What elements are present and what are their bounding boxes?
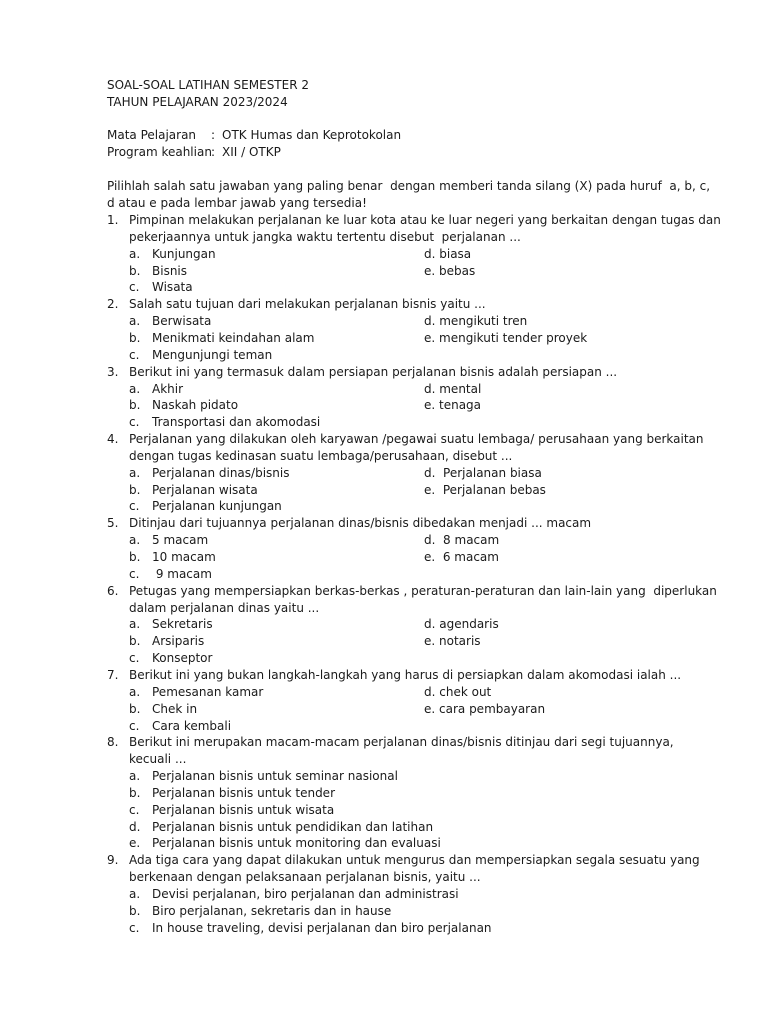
option-letter: c.: [129, 280, 140, 295]
option-letter: c.: [129, 415, 140, 430]
option-text: Akhir: [152, 381, 184, 396]
question-number: 8.: [107, 735, 119, 750]
option-text: In house traveling, devisi perjalanan dan biro perjalanan: [152, 920, 492, 935]
doc-subtitle: TAHUN PELAJARAN 2023/2024: [107, 95, 288, 109]
instruction-line: d atau e pada lembar jawab yang tersedia!: [107, 196, 367, 210]
option-letter: c.: [129, 920, 140, 935]
doc-title: SOAL-SOAL LATIHAN SEMESTER 2: [107, 78, 310, 92]
option-letter: b.: [129, 263, 141, 278]
question-number: 5.: [107, 516, 119, 531]
option-letter: c.: [129, 718, 140, 733]
subject-colon: :: [211, 128, 216, 142]
option-text-right: e. 6 macam: [424, 550, 499, 564]
option-letter: b.: [129, 550, 141, 564]
program-value: XII / OTKP: [222, 145, 281, 159]
option-text-right: d. Perjalanan biasa: [424, 465, 542, 480]
option-letter: a.: [129, 533, 141, 548]
question-text: Ada tiga cara yang dapat dilakukan untuk mengurus dan mempersiapkan segala sesuatu yang: [129, 853, 700, 868]
question-text: Berikut ini yang bukan langkah-langkah yang harus di persiapkan dalam akomodasi ialah ...: [129, 667, 682, 682]
option-text: 10 macam: [152, 550, 216, 564]
option-text: Perjalanan bisnis untuk tender: [152, 785, 335, 800]
question-number: 2.: [107, 297, 119, 312]
option-text: 5 macam: [152, 533, 209, 548]
option-text-right: e. bebas: [424, 263, 476, 278]
option-text-right: e. notaris: [424, 634, 481, 649]
option-text: Perjalanan bisnis untuk seminar nasional: [152, 769, 398, 784]
option-letter: a.: [129, 381, 141, 396]
option-letter: b.: [129, 330, 141, 345]
option-text: Chek in: [152, 701, 198, 716]
option-text: Wisata: [152, 280, 193, 295]
option-text-right: e. tenaga: [424, 398, 482, 413]
question-text: Berikut ini yang termasuk dalam persiapan perjalanan bisnis adalah persiapan ...: [129, 364, 618, 379]
option-text: Perjalanan wisata: [152, 482, 258, 497]
program-colon: :: [211, 145, 216, 159]
option-text: Perjalanan bisnis untuk wisata: [152, 802, 335, 817]
question-text: berkenaan dengan pelaksanaan perjalanan bisnis, yaitu ...: [129, 870, 481, 885]
option-letter: d.: [129, 819, 141, 834]
option-text: Perjalanan kunjungan: [152, 499, 282, 514]
option-text: Konseptor: [152, 651, 213, 666]
question-text: dengan tugas kedinasan suatu lembaga/perusahaan, disebut ...: [129, 448, 513, 463]
option-letter: a.: [129, 465, 141, 480]
option-text: Bisnis: [152, 263, 188, 278]
option-letter: a.: [129, 246, 141, 261]
option-text: Sekretaris: [152, 617, 213, 632]
option-letter: b.: [129, 398, 141, 413]
option-text: Arsiparis: [152, 634, 205, 649]
question-text: dalam perjalanan dinas yaitu ...: [129, 600, 320, 615]
question-text: Salah satu tujuan dari melakukan perjalanan bisnis yaitu ...: [129, 297, 486, 312]
question-number: 1.: [107, 213, 119, 227]
question-text: pekerjaannya untuk jangka waktu tertentu disebut perjalanan ...: [129, 229, 521, 244]
option-letter: b.: [129, 482, 141, 497]
option-text-right: d. biasa: [424, 246, 472, 261]
question-text: Petugas yang mempersiapkan berkas-berkas , peraturan-peraturan dan lain-lain yang diperlukan: [129, 583, 717, 598]
option-letter: a.: [129, 684, 141, 699]
option-text-right: d. agendaris: [424, 617, 499, 632]
option-text: Mengunjungi teman: [152, 347, 273, 362]
option-text-right: e. Perjalanan bebas: [424, 482, 546, 497]
option-text: Menikmati keindahan alam: [152, 330, 315, 345]
option-text: Cara kembali: [152, 718, 232, 733]
question-number: 7.: [107, 667, 119, 682]
program-label: Program keahlian: [107, 145, 212, 159]
question-number: 3.: [107, 364, 119, 379]
subject-label: Mata Pelajaran: [107, 128, 197, 142]
instruction-line: Pilihlah salah satu jawaban yang paling benar dengan memberi tanda silang (X) pada huruf a, b, c,: [107, 179, 711, 193]
option-text: Berwisata: [152, 314, 212, 329]
option-text: Perjalanan bisnis untuk pendidikan dan latihan: [152, 819, 434, 834]
option-text-right: d. chek out: [424, 684, 492, 699]
option-letter: c.: [129, 802, 140, 817]
option-text-right: d. 8 macam: [424, 533, 500, 548]
option-text-right: d. mental: [424, 381, 482, 396]
subject-value: OTK Humas dan Keprotokolan: [222, 128, 402, 142]
option-letter: a.: [129, 617, 141, 632]
question-text: Ditinjau dari tujuannya perjalanan dinas/bisnis dibedakan menjadi ... macam: [129, 516, 592, 531]
question-number: 9.: [107, 853, 119, 868]
option-text: 9 macam: [152, 566, 212, 581]
option-text-right: d. mengikuti tren: [424, 314, 528, 329]
question-text: Berikut ini merupakan macam-macam perjalanan dinas/bisnis ditinjau dari segi tujuannya,: [129, 735, 674, 750]
question-text: kecuali ...: [129, 752, 187, 767]
option-letter: b.: [129, 785, 141, 800]
question-number: 6.: [107, 583, 119, 598]
option-letter: a.: [129, 314, 141, 329]
option-text: Perjalanan dinas/bisnis: [152, 465, 290, 480]
option-text-right: e. mengikuti tender proyek: [424, 330, 588, 345]
option-letter: a.: [129, 887, 141, 901]
option-text: Devisi perjalanan, biro perjalanan dan administrasi: [152, 887, 459, 901]
option-letter: c.: [129, 566, 140, 581]
option-text: Transportasi dan akomodasi: [152, 415, 321, 430]
option-text-right: e. cara pembayaran: [424, 701, 546, 716]
option-letter: c.: [129, 499, 140, 514]
option-text: Perjalanan bisnis untuk monitoring dan evaluasi: [152, 836, 441, 851]
option-letter: c.: [129, 347, 140, 362]
option-text: Biro perjalanan, sekretaris dan in hause: [152, 903, 392, 918]
option-text: Kunjungan: [152, 246, 216, 261]
question-text: Pimpinan melakukan perjalanan ke luar kota atau ke luar negeri yang berkaitan dengan tugas dan: [129, 213, 721, 227]
question-text: Perjalanan yang dilakukan oleh karyawan /pegawai suatu lembaga/ perusahaan yang berkaitan: [129, 432, 704, 447]
option-text: Pemesanan kamar: [152, 684, 264, 699]
option-letter: a.: [129, 769, 141, 784]
option-letter: b.: [129, 903, 141, 918]
question-number: 4.: [107, 432, 119, 447]
option-letter: e.: [129, 836, 141, 851]
option-text: Naskah pidato: [152, 398, 239, 413]
option-letter: c.: [129, 651, 140, 666]
option-letter: b.: [129, 634, 141, 649]
option-letter: b.: [129, 701, 141, 716]
